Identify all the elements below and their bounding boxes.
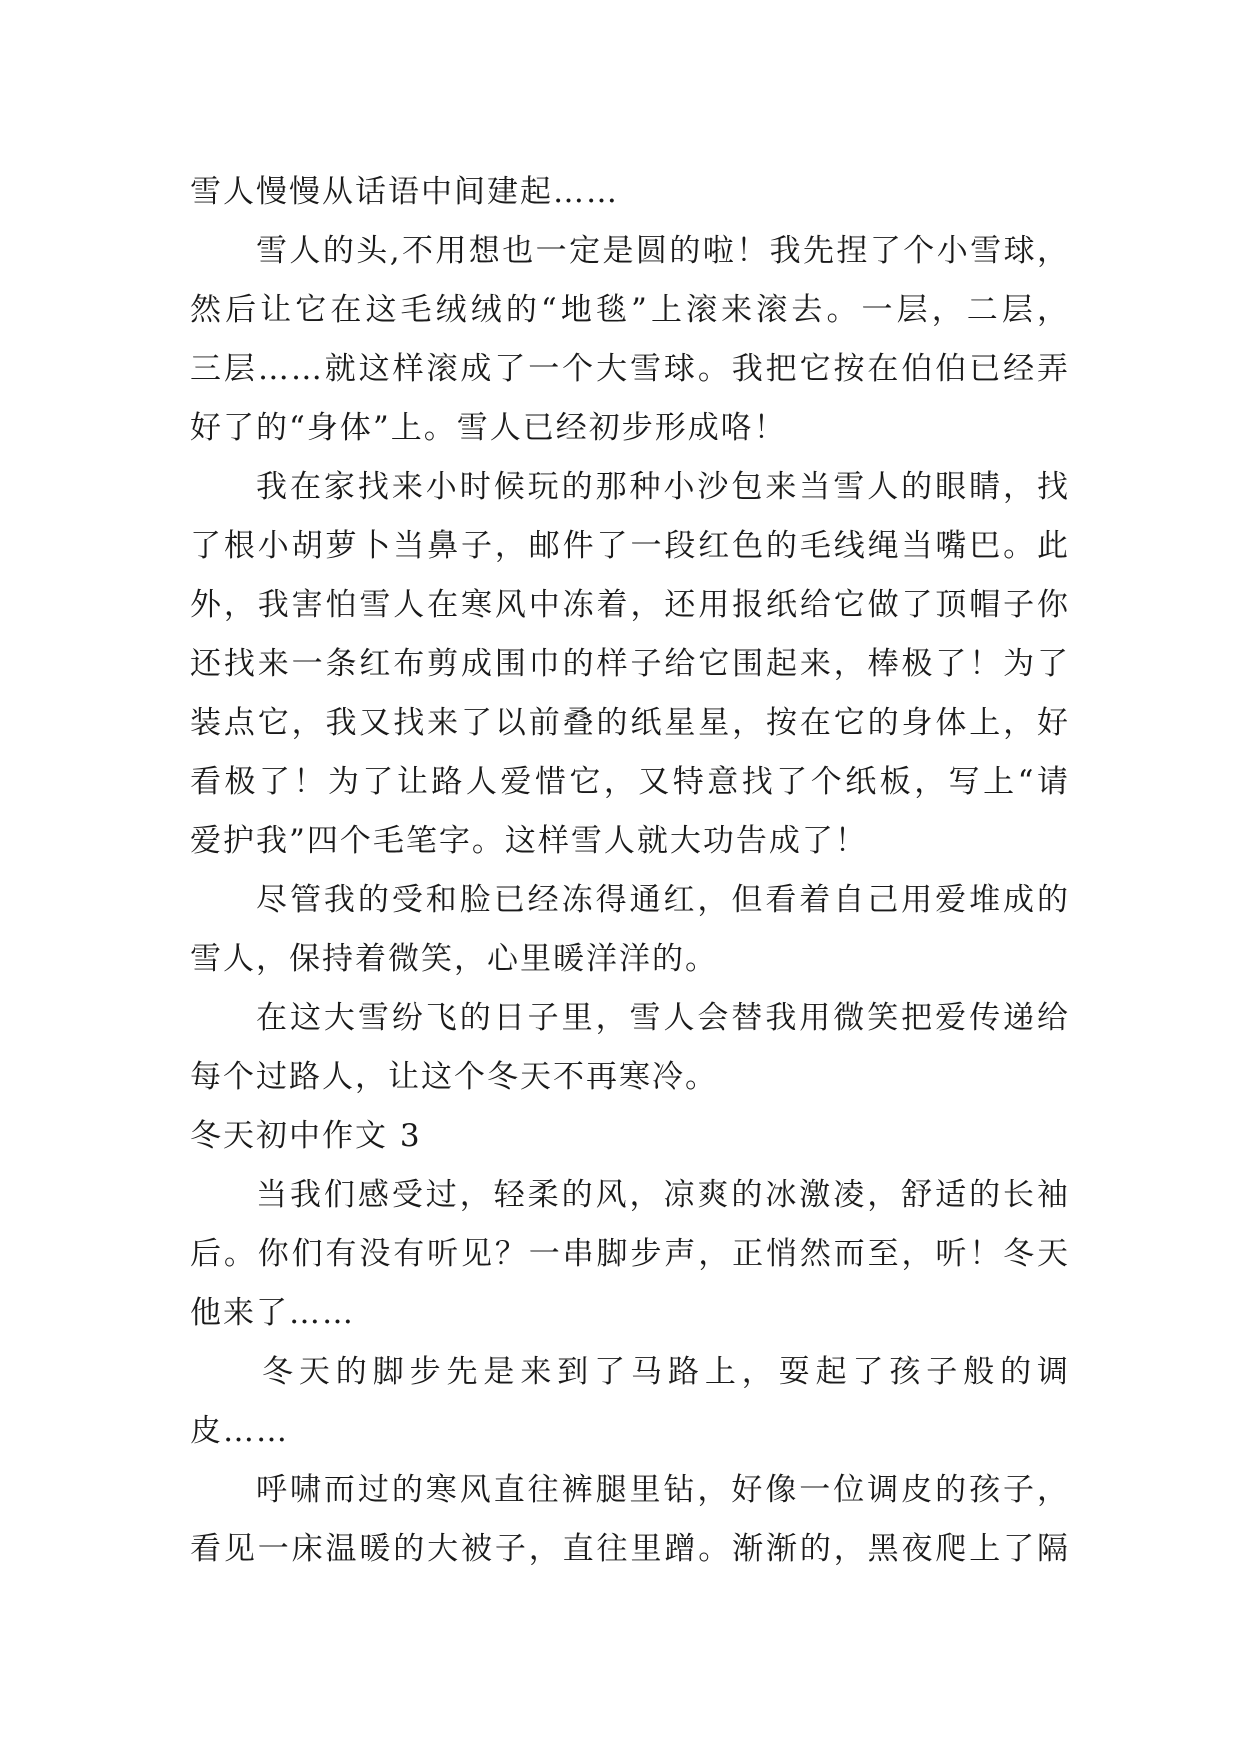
text-line: 三层……就这样滚成了一个大雪球。我把它按在伯伯已经弄 [190,351,1070,387]
text-line: 了根小胡萝卜当鼻子，邮件了一段红色的毛线绳当嘴巴。此 [190,528,1070,564]
text-line: 雪人，保持着微笑，心里暖洋洋的。 [190,941,718,977]
paragraph-first-line: 在这大雪纷飞的日子里，雪人会替我用微笑把爱传递给 [256,1000,1070,1036]
text-line: 雪人慢慢从话语中间建起…… [190,174,619,210]
text-line: 每个过路人，让这个冬天不再寒冷。 [190,1059,718,1095]
paragraph-first-line: 我在家找来小时候玩的那种小沙包来当雪人的眼睛，找 [256,469,1070,505]
text-line: 看极了！为了让路人爱惜它，又特意找了个纸板，写上“请 [190,764,1070,800]
paragraph-first-line: 尽管我的受和脸已经冻得通红，但看着自己用爱堆成的 [256,882,1070,918]
text-line: 然后让它在这毛绒绒的“地毯”上滚来滚去。一层，二层， [190,292,1070,328]
section-heading: 冬天初中作文 3 [190,1118,422,1154]
text-line: 还找来一条红布剪成围巾的样子给它围起来，棒极了！为了 [190,646,1070,682]
paragraph-first-line: 呼啸而过的寒风直往裤腿里钻，好像一位调皮的孩子， [256,1472,1070,1508]
paragraph-first-line: 冬天的脚步先是来到了马路上，耍起了孩子般的调 [262,1354,1070,1390]
text-line: 皮…… [190,1413,289,1449]
document-page [190,163,1070,1579]
text-line: 外，我害怕雪人在寒风中冻着，还用报纸给它做了顶帽子你 [190,587,1070,623]
paragraph-first-line: 当我们感受过，轻柔的风，凉爽的冰激凌，舒适的长袖 [256,1177,1070,1213]
text-line: 后。你们有没有听见？一串脚步声，正悄然而至，听！冬天 [190,1236,1070,1272]
text-line: 看见一床温暖的大被子，直往里蹭。渐渐的，黑夜爬上了隔 [190,1531,1070,1567]
text-line: 他来了…… [190,1295,355,1331]
text-line: 爱护我”四个毛笔字。这样雪人就大功告成了！ [190,823,868,859]
text-line: 装点它，我又找来了以前叠的纸星星，按在它的身体上，好 [190,705,1070,741]
text-line: 好了的“身体”上。雪人已经初步形成咯！ [190,410,787,446]
paragraph-first-line: 雪人的头,不用想也一定是圆的啦！我先捏了个小雪球， [256,233,1070,269]
